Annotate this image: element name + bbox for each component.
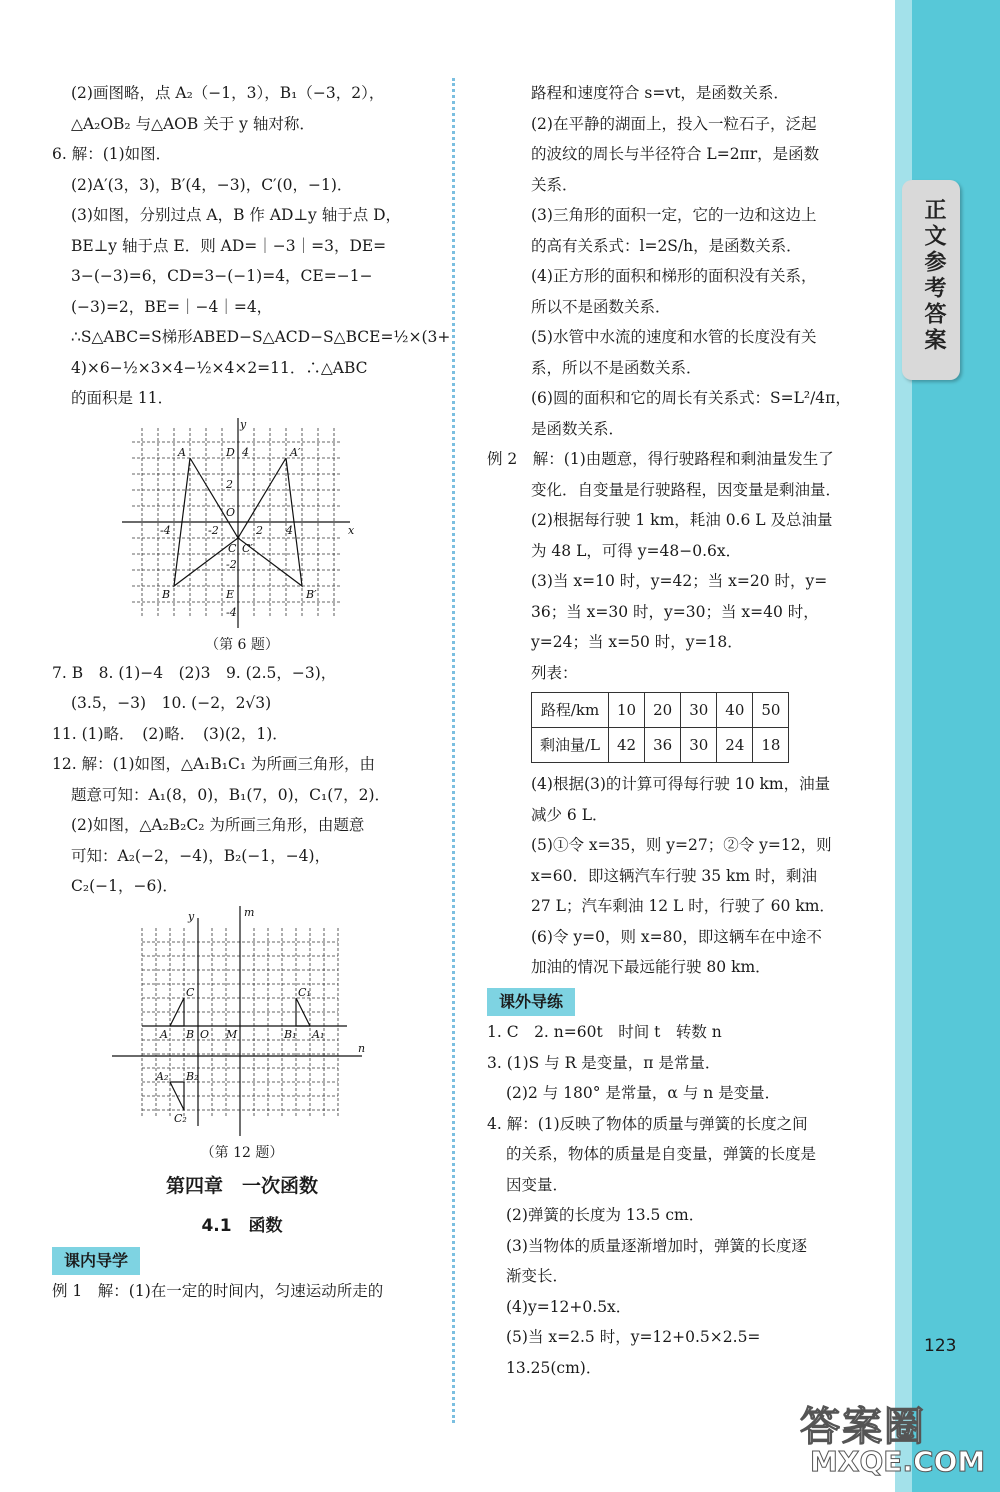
axis-label-y: y bbox=[188, 909, 195, 923]
text-line: 36；当 x=30 时，y=30；当 x=40 时， bbox=[531, 602, 819, 621]
text-line: C₂(−1，−6)． bbox=[71, 877, 178, 895]
figure-12 bbox=[112, 906, 372, 1136]
origin-label: O bbox=[226, 505, 236, 519]
text-line: (2)在平静的湖面上，投入一粒石子，泛起 bbox=[531, 114, 817, 133]
point-label: C₂ bbox=[174, 1111, 187, 1125]
point-label: C bbox=[186, 985, 195, 999]
page-number: 123 bbox=[924, 1336, 957, 1356]
text-line: 3. (1)S 与 R 是变量，π 是常量． bbox=[487, 1053, 721, 1072]
text-line: 题意可知：A₁(8，0)，B₁(7，0)，C₁(7，2)． bbox=[71, 785, 391, 804]
table-row bbox=[532, 693, 789, 728]
text-line: 是函数关系． bbox=[531, 419, 625, 438]
section-tag: 课外导练 bbox=[487, 988, 575, 1016]
section-title: 4.1 函数 bbox=[201, 1215, 283, 1236]
text-line: 11. (1)略． (2)略． (3)(2，1)． bbox=[52, 724, 288, 743]
figure-6-caption: （第 6 题） bbox=[205, 636, 279, 653]
text-line: (2)弹簧的长度为 13.5 cm． bbox=[506, 1206, 705, 1224]
point-label: C′ bbox=[242, 541, 253, 555]
table-cell: 18 bbox=[753, 728, 789, 763]
point-label: A bbox=[178, 445, 186, 459]
text-line: 所以不是函数关系． bbox=[531, 297, 671, 316]
text-line: (4)根据(3)的计算可得每行驶 10 km，油量 bbox=[531, 775, 831, 793]
chapter-title: 第四章 一次函数 bbox=[165, 1174, 318, 1197]
text-line: 加油的情况下最远能行驶 80 km． bbox=[531, 958, 771, 976]
text-line: 4)×6−½×3×4−½×4×2=11．∴△ABC bbox=[71, 358, 368, 377]
point-label: A₂ bbox=[156, 1069, 169, 1083]
left-column bbox=[52, 78, 451, 1307]
table-cell: 36 bbox=[645, 728, 681, 763]
point-label: C bbox=[228, 541, 237, 555]
figure-6 bbox=[122, 418, 362, 628]
text-line: (2)A′(3，3)，B′(4，−3)，C′(0，−1)． bbox=[71, 175, 353, 194]
table-cell: 20 bbox=[645, 693, 681, 728]
text-line: (2)2 与 180° 是常量，α 与 n 是变量． bbox=[506, 1084, 781, 1102]
point-label: M bbox=[226, 1027, 238, 1041]
tick-label: -4 bbox=[160, 523, 171, 537]
tick-label: 2 bbox=[226, 477, 233, 491]
watermark-url: MXQE.COM bbox=[810, 1445, 986, 1478]
point-label: B′ bbox=[306, 587, 317, 601]
text-line: (3)当 x=10 时，y=42；当 x=20 时，y= bbox=[531, 572, 828, 590]
point-label: C₁ bbox=[298, 985, 311, 999]
tick-label: 4 bbox=[242, 445, 249, 459]
table-cell: 42 bbox=[609, 728, 645, 763]
line-label-m: m bbox=[244, 905, 255, 919]
tick-label: -2 bbox=[208, 523, 219, 537]
text-line: 变化．自变量是行驶路程，因变量是剩油量． bbox=[531, 480, 842, 499]
text-line: (5)当 x=2.5 时，y=12+0.5×2.5= bbox=[506, 1328, 761, 1346]
text-line: 的波纹的周长与半径符合 L=2πr，是函数 bbox=[531, 145, 820, 163]
tick-label: 2 bbox=[256, 523, 263, 537]
text-line: (3)如图，分别过点 A，B 作 AD⊥y 轴于点 D， bbox=[71, 206, 402, 224]
text-line: y=24；当 x=50 时，y=18． bbox=[531, 633, 743, 651]
table-cell: 30 bbox=[681, 693, 717, 728]
text-line: 系，所以不是函数关系． bbox=[531, 358, 702, 377]
watermark-logo: 答案圈 bbox=[800, 1404, 926, 1450]
point-label: E bbox=[226, 587, 235, 601]
text-line: 的面积是 11． bbox=[71, 389, 174, 407]
mileage-table bbox=[531, 692, 789, 763]
point-label: B₁ bbox=[284, 1027, 297, 1041]
table-cell: 50 bbox=[753, 693, 789, 728]
text-line: 27 L；汽车剩油 12 L 时，行驶了 60 km． bbox=[531, 897, 835, 915]
text-line: 3−(−3)=6，CD=3−(−1)=4，CE=−1− bbox=[71, 267, 373, 285]
figure-12-caption: （第 12 题） bbox=[200, 1144, 284, 1161]
text-line: (−3)=2，BE=｜−4｜=4， bbox=[71, 297, 273, 316]
text-line: x=60．即这辆汽车行驶 35 km 时，剩油 bbox=[531, 866, 818, 885]
table-row bbox=[532, 728, 789, 763]
tick-label: 4 bbox=[286, 523, 293, 537]
text-line: (3)当物体的质量逐渐增加时，弹簧的长度逐 bbox=[506, 1236, 807, 1255]
text-line: 12. 解：(1)如图，△A₁B₁C₁ 为所画三角形，由 bbox=[52, 755, 375, 773]
text-line: 为 48 L，可得 y=48−0.6x． bbox=[531, 541, 742, 560]
text-line: 的高有关系式：l=2S/h，是函数关系． bbox=[531, 236, 802, 255]
point-label: B₂ bbox=[186, 1069, 199, 1083]
text-line: 例 1 解：(1)在一定的时间内，匀速运动所走的 bbox=[52, 1282, 384, 1300]
text-line: △A₂OB₂ 与△AOB 关于 y 轴对称． bbox=[71, 114, 315, 133]
table-cell: 30 bbox=[681, 728, 717, 763]
text-line: 可知：A₂(−2，−4)，B₂(−1，−4)， bbox=[71, 846, 331, 865]
side-tab-label: 正文参考答案 bbox=[921, 198, 946, 354]
text-line: (2)根据每行驶 1 km，耗油 0.6 L 及总油量 bbox=[531, 511, 833, 529]
table-cell: 40 bbox=[717, 693, 753, 728]
right-column bbox=[487, 78, 882, 1383]
text-line: 减少 6 L． bbox=[531, 805, 608, 824]
text-line: ∴S△ABC=S梯形ABED−S△ACD−S△BCE=½×(3+ bbox=[71, 328, 451, 346]
text-line: (2)画图略，点 A₂（−1，3），B₁（−3，2）， bbox=[71, 84, 385, 102]
point-label: A₁ bbox=[312, 1027, 325, 1041]
text-line: 的关系，物体的质量是自变量，弹簧的长度是 bbox=[506, 1145, 817, 1163]
line-label-n: n bbox=[358, 1041, 366, 1055]
text-line: 列表： bbox=[531, 663, 578, 682]
text-line: 7. B 8. (1)−4 (2)3 9. (2.5，−3)， bbox=[52, 663, 337, 682]
text-line: 13.25(cm)． bbox=[506, 1358, 602, 1377]
text-line: 路程和速度符合 s=vt，是函数关系． bbox=[531, 84, 789, 102]
text-line: (6)令 y=0，则 x=80，即这辆车在中途不 bbox=[531, 927, 822, 946]
text-line: 6. 解：(1)如图． bbox=[52, 145, 172, 163]
section-tag: 课内导学 bbox=[52, 1247, 140, 1275]
table-cell: 10 bbox=[609, 693, 645, 728]
point-label: B bbox=[162, 587, 171, 601]
column-divider bbox=[452, 78, 455, 1423]
point-label: A′ bbox=[290, 445, 301, 459]
text-line: (4)正方形的面积和梯形的面积没有关系， bbox=[531, 267, 817, 285]
text-line: (4)y=12+0.5x． bbox=[506, 1297, 632, 1316]
origin-label: O bbox=[200, 1027, 210, 1041]
axis-label-y: y bbox=[240, 417, 247, 431]
tick-label: -4 bbox=[226, 605, 237, 619]
text-line: 关系． bbox=[531, 175, 578, 194]
point-label: D bbox=[226, 445, 235, 459]
table-cell: 剩油量/L bbox=[532, 728, 609, 763]
text-line: 例 2 解：(1)由题意，得行驶路程和剩油量发生了 bbox=[487, 450, 834, 468]
text-line: 4. 解：(1)反映了物体的质量与弹簧的长度之间 bbox=[487, 1114, 808, 1133]
axis-label-x: x bbox=[348, 523, 355, 537]
table-cell: 24 bbox=[717, 728, 753, 763]
text-line: (6)圆的面积和它的周长有关系式：S=L²/4π， bbox=[531, 389, 851, 407]
text-line: 因变量． bbox=[506, 1175, 569, 1194]
text-line: 1. C 2. n=60t 时间 t 转数 n bbox=[487, 1023, 722, 1041]
point-label: A bbox=[160, 1027, 168, 1041]
text-line: 渐变长． bbox=[506, 1267, 569, 1285]
side-tab bbox=[902, 180, 960, 380]
text-line: BE⊥y 轴于点 E．则 AD=｜−3｜=3，DE= bbox=[71, 236, 387, 255]
table-cell: 路程/km bbox=[532, 693, 609, 728]
text-line: (3)三角形的面积一定，它的一边和这边上 bbox=[531, 206, 817, 224]
text-line: (3.5，−3) 10. (−2，2√3) bbox=[71, 694, 272, 712]
text-line: (2)如图，△A₂B₂C₂ 为所画三角形，由题意 bbox=[71, 816, 365, 834]
tick-label: -2 bbox=[226, 557, 237, 571]
point-label: B bbox=[186, 1027, 195, 1041]
text-line: (5)水管中水流的速度和水管的长度没有关 bbox=[531, 328, 817, 346]
text-line: (5)①令 x=35，则 y=27；②令 y=12，则 bbox=[531, 836, 832, 854]
